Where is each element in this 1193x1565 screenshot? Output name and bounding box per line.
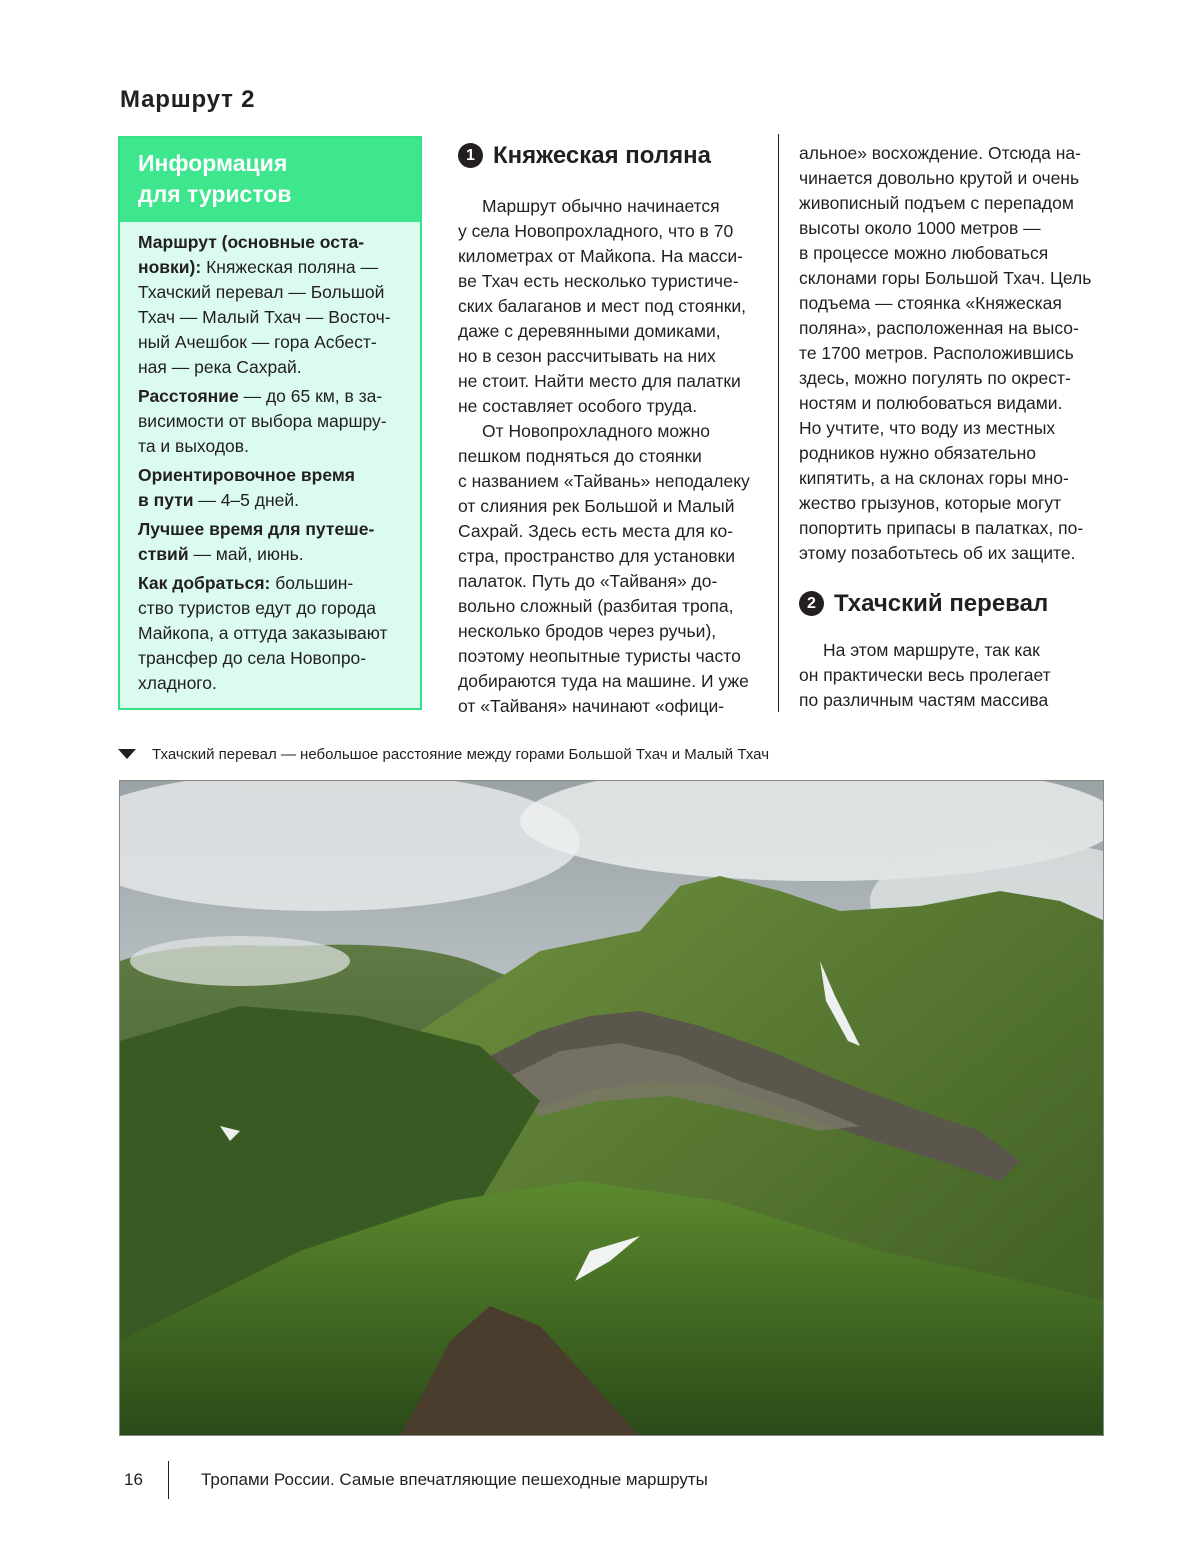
text-line: добираются туда на машине. И уже (458, 671, 749, 691)
text-line: несколько бродов через ручьи), (458, 621, 717, 641)
text-line: Маршрут обычно начинается (482, 196, 720, 216)
section-1-heading (458, 140, 758, 170)
photo-caption (118, 744, 769, 764)
info-distance (138, 384, 406, 459)
caption-triangle-icon (118, 749, 136, 759)
route-title: Маршрут 2 (120, 86, 256, 113)
text-line: Сахрай. Здесь есть места для ко- (458, 521, 734, 541)
section-1-paragraph-2 (458, 419, 758, 719)
text-line: живописный подъем с перепадом (799, 193, 1074, 213)
text-line: здесь, можно погулять по окрест- (799, 368, 1071, 388)
section-2-heading (799, 588, 1099, 618)
text-line: кипятить, а на склонах горы мно- (799, 468, 1069, 488)
info-heading-line: Информация (138, 150, 288, 176)
text-line: родников нужно обязательно (799, 443, 1036, 463)
info-how-text: большин- (270, 573, 354, 593)
section-1-paragraph-1 (458, 194, 758, 419)
section-number-badge: 1 (458, 143, 483, 168)
info-route-label: Маршрут (основные оста- (138, 232, 365, 252)
info-route-text: ный Ачешбок — гора Асбест- (138, 332, 377, 352)
text-line: с названием «Тайвань» неподалеку (458, 471, 750, 491)
text-line: пешком подняться до стоянки (458, 446, 702, 466)
text-line: но в сезон рассчитывать на них (458, 346, 716, 366)
section-number-badge: 2 (799, 591, 824, 616)
text-line: поляна», расположенная на высо- (799, 318, 1079, 338)
text-line: по различным частям массива (799, 690, 1049, 710)
text-line: высоты около 1000 метров — (799, 218, 1041, 238)
info-how-text: Майкопа, а оттуда заказывают (138, 623, 388, 643)
info-box-body (120, 222, 420, 696)
text-column-2 (799, 141, 1099, 713)
text-line: у села Новопрохладного, что в 70 (458, 221, 734, 241)
info-best-text: — май, июнь. (188, 544, 304, 564)
text-line: ве Тхач есть несколько туристиче- (458, 271, 739, 291)
info-best-time (138, 517, 406, 567)
text-line: палаток. Путь до «Тайваня» до- (458, 571, 718, 591)
text-line: попортить припасы в палатках, по- (799, 518, 1084, 538)
text-line: этому позаботьтесь об их защите. (799, 543, 1076, 563)
text-line: даже с деревянными домиками, (458, 321, 721, 341)
info-time (138, 463, 406, 513)
book-title: Тропами России. Самые впечатляющие пешеходные маршруты (201, 1470, 708, 1489)
mountain-photo (119, 780, 1104, 1436)
text-column-1 (458, 140, 758, 719)
page-number: 16 (124, 1470, 143, 1489)
text-line: альное» восхождение. Отсюда на- (799, 143, 1081, 163)
text-line: поэтому неопытные туристы часто (458, 646, 741, 666)
text-line: от слияния рек Большой и Малый (458, 496, 735, 516)
text-line: ностям и полюбоваться видами. (799, 393, 1063, 413)
footer-divider (168, 1461, 169, 1499)
info-box-heading (120, 138, 420, 222)
text-line: стра, пространство для установки (458, 546, 735, 566)
info-best-label: Лучшее время для путеше- (138, 519, 375, 539)
info-best-label: ствий (138, 544, 189, 564)
info-route-label: новки): (138, 257, 202, 277)
info-route-text: ная — река Сахрай. (138, 357, 302, 377)
text-line: На этом маршруте, так как (823, 640, 1040, 660)
text-line: не составляет особого труда. (458, 396, 698, 416)
text-line: жество грызунов, которые могут (799, 493, 1062, 513)
info-how-to-get (138, 571, 406, 696)
info-route-text: Тхачский перевал — Большой (138, 282, 385, 302)
tourist-info-box (118, 136, 422, 710)
text-line: вольно сложный (разбитая тропа, (458, 596, 734, 616)
info-heading-line: для туристов (138, 181, 292, 207)
text-line: чинается довольно крутой и очень (799, 168, 1080, 188)
text-line: те 1700 метров. Расположившись (799, 343, 1074, 363)
info-how-label: Как добраться: (138, 573, 271, 593)
text-line: в процессе можно любоваться (799, 243, 1049, 263)
text-line: не стоит. Найти место для палатки (458, 371, 741, 391)
text-line: он практически весь пролегает (799, 665, 1051, 685)
info-distance-text: висимости от выбора маршру- (138, 411, 387, 431)
text-line: ских балаганов и мест под стоянки, (458, 296, 747, 316)
section-2-paragraph-1 (799, 638, 1099, 713)
info-how-text: хладного. (138, 673, 217, 693)
caption-text: Тхачский перевал — небольшое расстояние между горами Большой Тхач и Малый Тхач (152, 745, 770, 763)
section-2-title: Тхачский перевал (834, 589, 1049, 617)
text-line: От Новопрохладного можно (482, 421, 711, 441)
text-line: подъема — стоянка «Княжеская (799, 293, 1062, 313)
info-route-text: Княжеская поляна — (201, 257, 378, 277)
info-how-text: трансфер до села Новопро- (138, 648, 367, 668)
section-1-title: Княжеская поляна (493, 141, 711, 169)
info-time-text: — 4–5 дней. (193, 490, 299, 510)
info-time-label: Ориентировочное время (138, 465, 355, 485)
text-line: Но учтите, что воду из местных (799, 418, 1056, 438)
text-line: километрах от Майкопа. На масси- (458, 246, 743, 266)
info-distance-text: та и выходов. (138, 436, 249, 456)
text-line: склонами горы Большой Тхач. Цель (799, 268, 1092, 288)
info-how-text: ство туристов едут до города (138, 598, 376, 618)
section-1-continuation (799, 141, 1099, 566)
info-distance-text: — до 65 км, в за- (238, 386, 383, 406)
info-distance-label: Расстояние (138, 386, 239, 406)
info-route (138, 230, 406, 380)
column-divider (778, 134, 779, 712)
text-line: от «Тайваня» начинают «офици- (458, 696, 725, 716)
info-time-label: в пути (138, 490, 194, 510)
info-route-text: Тхач — Малый Тхач — Восточ- (138, 307, 391, 327)
